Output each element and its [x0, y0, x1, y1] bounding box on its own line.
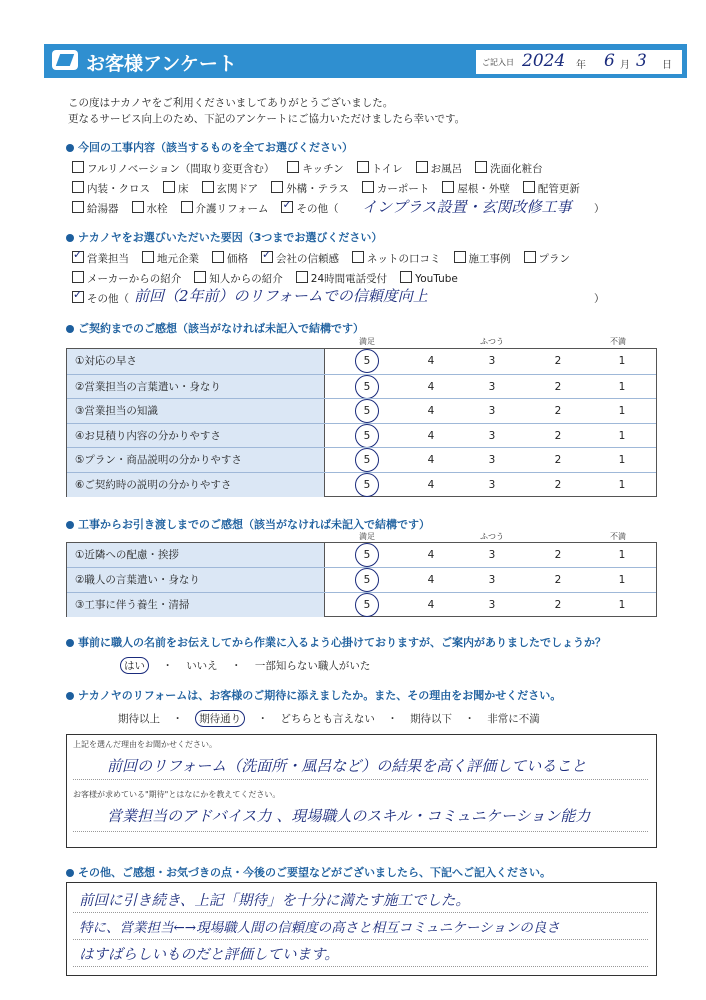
rating-option-1[interactable]: 1 — [618, 454, 626, 466]
q1-row-1: フルリノベーション（間取り変更含む） キッチン トイレ お風呂 洗面化粧台 — [72, 161, 556, 176]
checkbox-checked[interactable] — [281, 201, 293, 213]
checkbox[interactable] — [181, 201, 193, 213]
rating-option-3[interactable]: 3 — [488, 405, 496, 417]
q5-option-no[interactable]: いいえ — [186, 660, 218, 672]
date-year: 2024 — [522, 51, 566, 71]
checkbox[interactable] — [362, 181, 374, 193]
checkbox[interactable] — [72, 201, 84, 213]
q6-reason-label: 上記を選んだ理由をお聞かせください。 — [73, 740, 217, 749]
q6-title: ナカノヤのリフォームは、お客様のご期待に添えましたか。また、その理由をお聞かせください。 — [66, 687, 561, 703]
checkbox[interactable] — [287, 161, 299, 173]
q7-line-2: 特に、営業担当←→現場職人間の信頼度の高さと相互コミュニケーションの良さ — [79, 920, 560, 936]
checkbox[interactable] — [442, 181, 454, 193]
rating-option-4[interactable]: 4 — [427, 429, 435, 442]
checkbox[interactable] — [454, 251, 466, 263]
rating-option-4[interactable]: 4 — [427, 405, 435, 417]
checkbox[interactable] — [202, 181, 214, 193]
checkbox[interactable] — [72, 161, 84, 173]
selected-rating-circle — [355, 543, 379, 567]
q7-line-3: はすばらしいものだと評価しています。 — [79, 947, 339, 963]
q3-title: ご契約までのご感想（該当がなければ未記入で結構です） — [66, 320, 364, 336]
rating-option-2[interactable]: 2 — [554, 549, 562, 561]
q6-option-as-expected[interactable]: 期待通り — [195, 710, 245, 727]
rating-option-2[interactable]: 2 — [554, 355, 562, 367]
checkbox[interactable] — [524, 251, 536, 263]
rating-option-5[interactable]: 5 — [363, 478, 371, 491]
q6-option-very-dissatisfied[interactable]: 非常に不満 — [487, 713, 540, 725]
scale-low-label: 不満 — [610, 532, 626, 541]
rating-option-1[interactable]: 1 — [618, 598, 626, 611]
q5-title: 事前に職人の名前をお伝えしてから作業に入るよう心掛けておりますが、ご案内がありましたでしょうか？ — [66, 634, 606, 650]
rating-option-1[interactable]: 1 — [618, 478, 626, 491]
checkbox[interactable] — [523, 181, 535, 193]
rating-row-label: ③営業担当の知識 — [67, 399, 325, 424]
q3-table — [66, 348, 657, 497]
intro-line-1: この度はナカノヤをご利用くださいましてありがとうございました。 — [68, 97, 394, 109]
scale-mid-label: ふつう — [480, 337, 504, 346]
rating-option-2[interactable]: 2 — [554, 574, 562, 587]
rating-row — [67, 423, 656, 449]
rating-option-3[interactable]: 3 — [488, 478, 496, 491]
q2-other: ✓その他（ — [72, 291, 129, 306]
rating-option-2[interactable]: 2 — [554, 454, 562, 466]
q2-other-text: 前回（2年前）のリフォームでの信頼度向上 — [134, 287, 428, 305]
q1-row-3: 給湯器 水栓 介護リフォーム✓ その他（ — [72, 201, 342, 216]
rating-option-3[interactable]: 3 — [488, 598, 496, 611]
rating-row — [67, 592, 656, 617]
q6-expect-text: 営業担当のアドバイス力 、現場職人のスキル・コミュニケーション能力 — [107, 807, 591, 825]
selected-rating-circle — [355, 375, 379, 399]
checkbox[interactable] — [357, 161, 369, 173]
checkbox[interactable] — [271, 181, 283, 193]
q2-row-2: メーカーからの紹介 知人からの紹介 24時間電話受付 YouTube — [72, 271, 471, 286]
rating-option-1[interactable]: 1 — [618, 380, 626, 393]
q6-option-below[interactable]: 期待以下 — [410, 713, 453, 725]
checkbox-checked[interactable] — [72, 251, 84, 263]
rating-option-5[interactable]: 5 — [363, 454, 371, 466]
q4-table — [66, 542, 657, 617]
rating-option-5[interactable]: 5 — [363, 549, 371, 561]
rating-option-5[interactable]: 5 — [363, 355, 371, 367]
rating-option-1[interactable]: 1 — [618, 549, 626, 561]
rating-option-3[interactable]: 3 — [488, 429, 496, 442]
checkbox[interactable] — [400, 271, 412, 283]
rating-row-label: ②職人の言葉遣い・身なり — [67, 568, 325, 592]
checkbox[interactable] — [352, 251, 364, 263]
rating-row — [67, 447, 656, 473]
rating-row — [67, 567, 656, 592]
checkbox[interactable] — [296, 271, 308, 283]
q1-other-text: インプラス設置・玄関改修工事 — [362, 198, 572, 216]
q5-options: はい ・ いいえ ・ 一部知らない職人がいた — [120, 657, 370, 674]
rating-row-label: ①対応の早さ — [67, 349, 325, 374]
q6-options: 期待以上 ・ 期待通り ・ どちらとも言えない ・ 期待以下 ・ 非常に不満 — [118, 710, 540, 727]
rating-option-3[interactable]: 3 — [488, 549, 496, 561]
rating-row — [67, 349, 656, 374]
q6-expect-label: お客様が求めている"期待"とはなにかを教えてください。 — [73, 790, 281, 799]
rating-row-label: ⑥ご契約時の説明の分かりやすさ — [67, 473, 325, 498]
date-month-unit: 月 — [620, 60, 630, 71]
q7-comment-box[interactable] — [66, 882, 657, 976]
q1-row-2: 内装・クロス 床 玄関ドア 外構・テラス カーポート 屋根・外壁 配管更新 — [72, 181, 580, 196]
checkbox[interactable] — [72, 181, 84, 193]
checkbox[interactable] — [212, 251, 224, 263]
selected-rating-circle — [355, 593, 379, 617]
q7-title: その他、ご感想・お気づきの点・今後のご要望などがございましたら、下記へご記入ください。 — [66, 864, 551, 880]
rating-row-label: ②営業担当の言葉遣い・身なり — [67, 375, 325, 400]
q2-title: ナカノヤをお選びいただいた要因（3つまでお選びください） — [66, 229, 382, 245]
q2-row-1: ✓営業担当 地元企業 価格✓ 会社の信頼感 ネットの口コミ 施工事例 プラン — [72, 251, 570, 266]
rating-option-2[interactable]: 2 — [554, 598, 562, 611]
rating-row-label: ④お見積り内容の分かりやすさ — [67, 424, 325, 449]
q6-reason-box[interactable] — [66, 734, 657, 848]
rating-option-1[interactable]: 1 — [618, 429, 626, 442]
rating-option-3[interactable]: 3 — [488, 574, 496, 587]
company-logo-icon — [52, 50, 78, 70]
rating-option-1[interactable]: 1 — [618, 574, 626, 587]
q1-title: 今回の工事内容（該当するものを全てお選びください） — [66, 139, 353, 155]
scale-high-label: 満足 — [359, 532, 375, 541]
rating-option-5[interactable]: 5 — [363, 429, 371, 442]
intro-line-2: 更なるサービス向上のため、下記のアンケートにご協力いただけましたら幸いです。 — [68, 113, 466, 125]
rating-row — [67, 398, 656, 424]
page-title: お客様アンケート — [86, 53, 237, 75]
scale-low-label: 不満 — [610, 337, 626, 346]
rating-option-3[interactable]: 3 — [488, 454, 496, 466]
rating-row — [67, 543, 656, 567]
date-label: ご記入日 — [482, 58, 514, 67]
date-day: 3 — [636, 51, 647, 71]
date-month: 6 — [604, 51, 615, 71]
rating-option-4[interactable]: 4 — [427, 380, 435, 393]
checkbox[interactable] — [72, 271, 84, 283]
rating-option-4[interactable]: 4 — [427, 598, 435, 611]
q5-option-partial[interactable]: 一部知らない職人がいた — [254, 660, 371, 672]
rating-option-1[interactable]: 1 — [618, 355, 626, 367]
rating-option-2[interactable]: 2 — [554, 380, 562, 393]
rating-option-4[interactable]: 4 — [427, 355, 435, 367]
q2-other-close: ） — [594, 293, 605, 305]
checkbox[interactable] — [163, 181, 175, 193]
q7-line-1: 前回に引き続き、上記「期待」を十分に満たす施工でした。 — [79, 893, 470, 909]
rating-row — [67, 472, 656, 498]
rating-row-label: ①近隣への配慮・挨拶 — [67, 543, 325, 567]
checkbox[interactable] — [416, 161, 428, 173]
rating-option-4[interactable]: 4 — [427, 574, 435, 587]
rating-row — [67, 374, 656, 400]
scale-mid-label: ふつう — [480, 532, 504, 541]
checkbox[interactable] — [132, 201, 144, 213]
selected-rating-circle — [355, 424, 379, 448]
rating-option-5[interactable]: 5 — [363, 380, 371, 393]
q1-other-close: ） — [594, 203, 605, 215]
rating-option-5[interactable]: 5 — [363, 405, 371, 417]
selected-rating-circle — [355, 473, 379, 497]
rating-option-4[interactable]: 4 — [427, 454, 435, 466]
rating-row-label: ③工事に伴う養生・清掃 — [67, 593, 325, 617]
checkbox-checked[interactable] — [261, 251, 273, 263]
scale-high-label: 満足 — [359, 337, 375, 346]
checkbox-checked[interactable] — [72, 291, 84, 303]
date-year-unit: 年 — [576, 60, 586, 71]
checkbox[interactable] — [475, 161, 487, 173]
date-day-unit: 日 — [662, 60, 672, 71]
q6-option-neutral[interactable]: どちらとも言えない — [280, 713, 375, 725]
rating-option-4[interactable]: 4 — [427, 549, 435, 561]
rating-option-4[interactable]: 4 — [427, 478, 435, 491]
rating-option-3[interactable]: 3 — [488, 380, 496, 393]
checkbox[interactable] — [142, 251, 154, 263]
q6-option-above[interactable]: 期待以上 — [118, 713, 160, 725]
checkbox[interactable] — [194, 271, 206, 283]
q4-title: 工事からお引き渡しまでのご感想（該当がなければ未記入で結構です） — [66, 516, 430, 532]
rating-option-2[interactable]: 2 — [554, 429, 562, 442]
rating-row-label: ⑤プラン・商品説明の分かりやすさ — [67, 448, 325, 473]
rating-option-1[interactable]: 1 — [618, 405, 626, 417]
rating-option-3[interactable]: 3 — [488, 355, 496, 367]
rating-option-5[interactable]: 5 — [363, 598, 371, 611]
rating-option-2[interactable]: 2 — [554, 478, 562, 491]
q6-reason-text: 前回のリフォーム（洗面所・風呂など）の結果を高く評価していること — [107, 757, 587, 775]
date-field[interactable] — [476, 50, 682, 74]
rating-option-2[interactable]: 2 — [554, 405, 562, 417]
rating-option-5[interactable]: 5 — [363, 574, 371, 587]
q5-option-yes[interactable]: はい — [120, 657, 149, 674]
